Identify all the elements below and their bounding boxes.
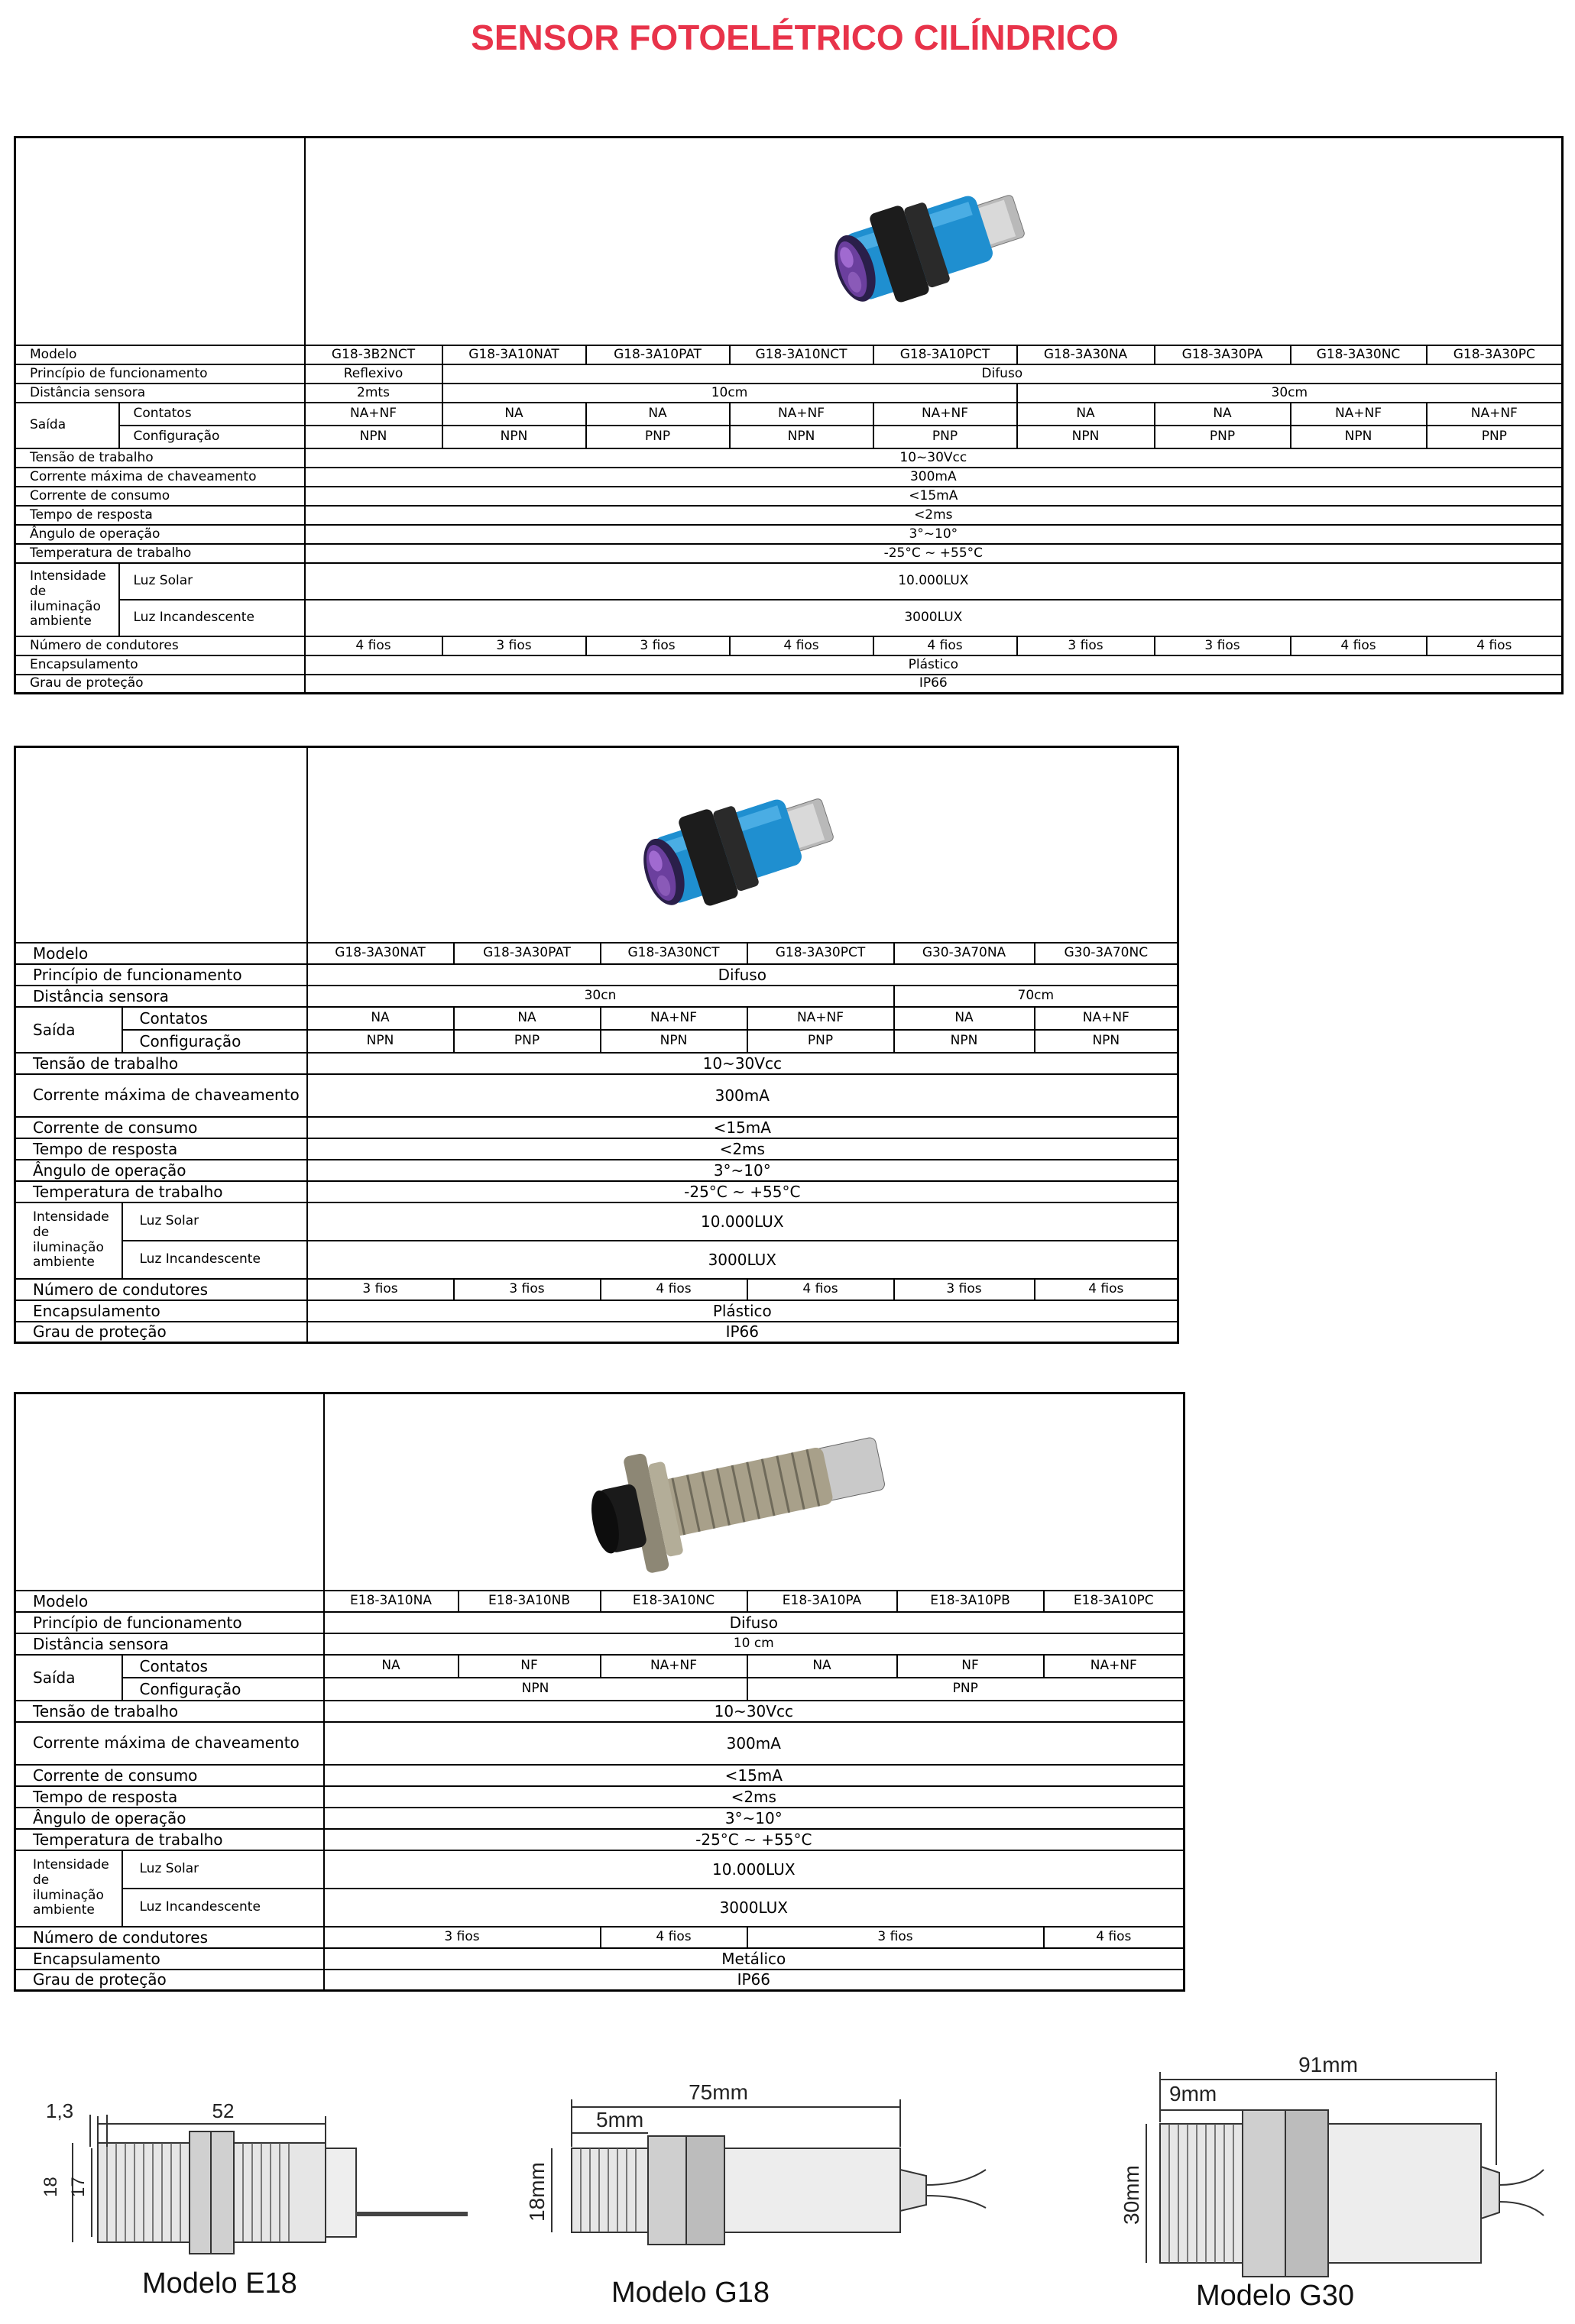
e18-drawing: [73, 2115, 468, 2254]
label-modelo: Modelo: [15, 345, 305, 364]
metal-sensor-image: [570, 1400, 937, 1584]
distancia-cell: 70cm: [894, 986, 1178, 1007]
condutores-cell: 4 fios: [1035, 1279, 1178, 1300]
config-cell: NPN: [307, 1030, 454, 1053]
page-title: SENSOR FOTOELÉTRICO CILÍNDRICO: [471, 18, 1119, 57]
label-distancia: Distância sensora: [15, 1633, 324, 1655]
label-encapsulamento: Encapsulamento: [15, 1948, 324, 1970]
model-cell: G18-3A30NC: [1291, 345, 1427, 364]
header-blank-cell: [15, 747, 307, 943]
label-saida: Saída: [15, 403, 119, 448]
model-cell: G18-3A30NCT: [601, 943, 747, 964]
condutores-cell: 4 fios: [1044, 1927, 1184, 1948]
luz-incandescente-value: 3000LUX: [305, 600, 1563, 636]
config-cell: NPN: [1291, 426, 1427, 448]
tempo-value: <2ms: [305, 506, 1563, 525]
model-cell: G18-3A30PAT: [454, 943, 601, 964]
corrente-max-value: 300mA: [305, 468, 1563, 487]
label-grau: Grau de proteção: [15, 1322, 307, 1343]
contatos-cell: NA: [442, 403, 586, 426]
header-blank-cell: [15, 138, 305, 345]
label-principio: Princípio de funcionamento: [15, 1612, 324, 1633]
label-corrente-consumo: Corrente de consumo: [15, 1117, 307, 1138]
contatos-cell: NA+NF: [305, 403, 442, 426]
label-configuracao: Configuração: [122, 1030, 307, 1053]
config-cell: NPN: [601, 1030, 747, 1053]
model-cell: E18-3A10NA: [324, 1591, 459, 1612]
contatos-cell: NA: [894, 1007, 1035, 1030]
g18-dim-total: 75mm: [689, 2080, 748, 2104]
label-luz-solar: Luz Solar: [122, 1202, 307, 1241]
model-cell: G30-3A70NA: [894, 943, 1035, 964]
config-cell: PNP: [747, 1030, 894, 1053]
condutores-cell: 4 fios: [873, 636, 1017, 655]
condutores-cell: 3 fios: [1017, 636, 1155, 655]
product-image-cell: [307, 747, 1178, 943]
tensao-value: 10~30Vcc: [305, 448, 1563, 468]
distancia-cell: 30cn: [307, 986, 894, 1007]
luz-incandescente-value: 3000LUX: [324, 1889, 1184, 1927]
label-condutores: Número de condutores: [15, 636, 305, 655]
config-cell: NPN: [1017, 426, 1155, 448]
g18-dim-small: 5mm: [596, 2108, 644, 2131]
label-modelo: Modelo: [15, 943, 307, 964]
contatos-cell: NA: [454, 1007, 601, 1030]
label-tensao: Tensão de trabalho: [15, 1701, 324, 1722]
label-corrente-max: Corrente máxima de chaveamento: [15, 468, 305, 487]
label-tensao: Tensão de trabalho: [15, 448, 305, 468]
label-principio: Princípio de funcionamento: [15, 964, 307, 986]
model-cell: G18-3A10PAT: [586, 345, 730, 364]
blue-sensor-image: [604, 757, 880, 933]
label-grau: Grau de proteção: [15, 1970, 324, 1991]
g30-dim-h: 30mm: [1120, 2165, 1143, 2225]
contatos-cell: NA: [1155, 403, 1291, 426]
contatos-cell: NA: [324, 1655, 459, 1678]
condutores-cell: 3 fios: [747, 1927, 1044, 1948]
condutores-cell: 3 fios: [442, 636, 586, 655]
config-cell: PNP: [1427, 426, 1563, 448]
model-cell: G18-3A30NA: [1017, 345, 1155, 364]
distancia-cell: 2mts: [305, 384, 442, 403]
e18-dim-left: 1,3: [46, 2099, 74, 2122]
product-image-cell: [305, 138, 1563, 345]
contatos-cell: NA+NF: [1291, 403, 1427, 426]
contatos-cell: NA+NF: [601, 1655, 747, 1678]
condutores-cell: 3 fios: [454, 1279, 601, 1300]
label-tensao: Tensão de trabalho: [15, 1053, 307, 1074]
principio-cell: Difuso: [442, 364, 1563, 384]
condutores-cell: 4 fios: [730, 636, 873, 655]
condutores-cell: 4 fios: [1427, 636, 1563, 655]
label-luz-incandescente: Luz Incandescente: [122, 1889, 324, 1927]
luz-solar-value: 10.000LUX: [305, 563, 1563, 600]
contatos-cell: NA: [747, 1655, 897, 1678]
model-cell: G30-3A70NC: [1035, 943, 1178, 964]
contatos-cell: NA+NF: [747, 1007, 894, 1030]
contatos-cell: NA: [307, 1007, 454, 1030]
caption-g30: Modelo G30: [1196, 2280, 1355, 2312]
contatos-cell: NA: [586, 403, 730, 426]
config-cell: NPN: [894, 1030, 1035, 1053]
principio-value: Difuso: [324, 1612, 1184, 1633]
label-angulo: Ângulo de operação: [15, 1808, 324, 1829]
model-cell: E18-3A10PA: [747, 1591, 897, 1612]
label-intensidade: Intensidade de iluminação ambiente: [15, 1202, 122, 1279]
label-condutores: Número de condutores: [15, 1279, 307, 1300]
temperatura-value: -25°C ~ +55°C: [305, 544, 1563, 563]
spec-table-g18-g30: [14, 746, 1179, 1344]
model-cell: G18-3B2NCT: [305, 345, 442, 364]
contatos-cell: NA+NF: [730, 403, 873, 426]
spec-table-g18-plastic: [14, 136, 1564, 694]
config-cell: PNP: [873, 426, 1017, 448]
tensao-value: 10~30Vcc: [307, 1053, 1178, 1074]
caption-g18: Modelo G18: [611, 2277, 770, 2309]
config-cell: NPN: [1035, 1030, 1178, 1053]
label-modelo: Modelo: [15, 1591, 324, 1612]
model-cell: E18-3A10NC: [601, 1591, 747, 1612]
corrente-max-value: 300mA: [307, 1074, 1178, 1117]
condutores-cell: 4 fios: [601, 1927, 747, 1948]
encapsulamento-value: Metálico: [324, 1948, 1184, 1970]
g30-dim-total: 91mm: [1298, 2053, 1358, 2076]
contatos-cell: NF: [897, 1655, 1044, 1678]
condutores-cell: 4 fios: [1291, 636, 1427, 655]
label-angulo: Ângulo de operação: [15, 1160, 307, 1181]
contatos-cell: NF: [459, 1655, 601, 1678]
contatos-cell: NA+NF: [601, 1007, 747, 1030]
config-cell: PNP: [586, 426, 730, 448]
model-cell: G18-3A30PA: [1155, 345, 1291, 364]
label-encapsulamento: Encapsulamento: [15, 655, 305, 675]
model-cell: G18-3A30PCT: [747, 943, 894, 964]
condutores-cell: 3 fios: [586, 636, 730, 655]
model-cell: E18-3A10PB: [897, 1591, 1044, 1612]
blue-sensor-image: [796, 154, 1071, 329]
caption-e18: Modelo E18: [142, 2267, 297, 2300]
label-grau: Grau de proteção: [15, 675, 305, 694]
label-luz-solar: Luz Solar: [122, 1850, 324, 1889]
model-cell: G18-3A30PC: [1427, 345, 1563, 364]
luz-incandescente-value: 3000LUX: [307, 1241, 1178, 1279]
label-tempo: Tempo de resposta: [15, 1138, 307, 1160]
g30-dim-small: 9mm: [1169, 2082, 1217, 2106]
header-blank-cell: [15, 1393, 324, 1591]
label-contatos: Contatos: [119, 403, 305, 426]
luz-solar-value: 10.000LUX: [324, 1850, 1184, 1889]
g18-dim-h: 18mm: [525, 2162, 549, 2222]
label-angulo: Ângulo de operação: [15, 525, 305, 544]
label-condutores: Número de condutores: [15, 1927, 324, 1948]
distancia-value: 10 cm: [324, 1633, 1184, 1655]
tensao-value: 10~30Vcc: [324, 1701, 1184, 1722]
model-cell: G18-3A10NAT: [442, 345, 586, 364]
distancia-cell: 30cm: [1017, 384, 1563, 403]
contatos-cell: NA+NF: [873, 403, 1017, 426]
luz-solar-value: 10.000LUX: [307, 1202, 1178, 1241]
contatos-cell: NA: [1017, 403, 1155, 426]
config-cell: PNP: [747, 1678, 1184, 1701]
label-temperatura: Temperatura de trabalho: [15, 1829, 324, 1850]
condutores-cell: 3 fios: [894, 1279, 1035, 1300]
e18-dim-h1: 18: [41, 2177, 61, 2197]
corrente-consumo-value: <15mA: [324, 1765, 1184, 1786]
contatos-cell: NA+NF: [1427, 403, 1563, 426]
config-cell: NPN: [305, 426, 442, 448]
angulo-value: 3°~10°: [324, 1808, 1184, 1829]
label-temperatura: Temperatura de trabalho: [15, 544, 305, 563]
label-luz-incandescente: Luz Incandescente: [119, 600, 305, 636]
temperatura-value: -25°C ~ +55°C: [324, 1829, 1184, 1850]
config-cell: NPN: [730, 426, 873, 448]
e18-dim-top: 52: [212, 2099, 235, 2122]
label-distancia: Distância sensora: [15, 384, 305, 403]
principio-value: Difuso: [307, 964, 1178, 986]
label-configuracao: Configuração: [119, 426, 305, 448]
contatos-cell: NA+NF: [1044, 1655, 1184, 1678]
config-cell: NPN: [442, 426, 586, 448]
distancia-cell: 10cm: [442, 384, 1017, 403]
label-intensidade: Intensidade de iluminação ambiente: [15, 1850, 122, 1927]
grau-value: IP66: [324, 1970, 1184, 1991]
config-cell: PNP: [1155, 426, 1291, 448]
angulo-value: 3°~10°: [305, 525, 1563, 544]
condutores-cell: 4 fios: [305, 636, 442, 655]
temperatura-value: -25°C ~ +55°C: [307, 1181, 1178, 1202]
label-corrente-consumo: Corrente de consumo: [15, 1765, 324, 1786]
encapsulamento-value: Plástico: [305, 655, 1563, 675]
grau-value: IP66: [307, 1322, 1178, 1343]
tempo-value: <2ms: [307, 1138, 1178, 1160]
label-distancia: Distância sensora: [15, 986, 307, 1007]
model-cell: G18-3A10PCT: [873, 345, 1017, 364]
corrente-max-value: 300mA: [324, 1722, 1184, 1765]
config-cell: NPN: [324, 1678, 747, 1701]
condutores-cell: 4 fios: [747, 1279, 894, 1300]
condutores-cell: 3 fios: [324, 1927, 601, 1948]
label-principio: Princípio de funcionamento: [15, 364, 305, 384]
label-corrente-max: Corrente máxima de chaveamento: [15, 1722, 324, 1765]
label-intensidade: Intensidade de iluminação ambiente: [15, 563, 119, 636]
model-cell: E18-3A10NB: [459, 1591, 601, 1612]
label-corrente-max: Corrente máxima de chaveamento: [15, 1074, 307, 1117]
contatos-cell: NA+NF: [1035, 1007, 1178, 1030]
model-cell: E18-3A10PC: [1044, 1591, 1184, 1612]
label-saida: Saída: [15, 1655, 122, 1701]
label-saida: Saída: [15, 1007, 122, 1053]
label-luz-incandescente: Luz Incandescente: [122, 1241, 307, 1279]
model-cell: G18-3A10NCT: [730, 345, 873, 364]
encapsulamento-value: Plástico: [307, 1300, 1178, 1322]
label-luz-solar: Luz Solar: [119, 563, 305, 600]
tempo-value: <2ms: [324, 1786, 1184, 1808]
principio-cell: Reflexivo: [305, 364, 442, 384]
label-contatos: Contatos: [122, 1655, 324, 1678]
dimension-drawings: [0, 2025, 1575, 2324]
config-cell: PNP: [454, 1030, 601, 1053]
product-image-cell: [324, 1393, 1184, 1591]
label-contatos: Contatos: [122, 1007, 307, 1030]
condutores-cell: 4 fios: [601, 1279, 747, 1300]
label-temperatura: Temperatura de trabalho: [15, 1181, 307, 1202]
label-tempo: Tempo de resposta: [15, 506, 305, 525]
label-tempo: Tempo de resposta: [15, 1786, 324, 1808]
condutores-cell: 3 fios: [1155, 636, 1291, 655]
e18-dim-h2: 17: [68, 2177, 89, 2197]
grau-value: IP66: [305, 675, 1563, 694]
angulo-value: 3°~10°: [307, 1160, 1178, 1181]
corrente-consumo-value: <15mA: [305, 487, 1563, 506]
label-configuracao: Configuração: [122, 1678, 324, 1701]
model-cell: G18-3A30NAT: [307, 943, 454, 964]
corrente-consumo-value: <15mA: [307, 1117, 1178, 1138]
label-encapsulamento: Encapsulamento: [15, 1300, 307, 1322]
condutores-cell: 3 fios: [307, 1279, 454, 1300]
label-corrente-consumo: Corrente de consumo: [15, 487, 305, 506]
spec-table-e18-metal: [14, 1392, 1185, 1992]
